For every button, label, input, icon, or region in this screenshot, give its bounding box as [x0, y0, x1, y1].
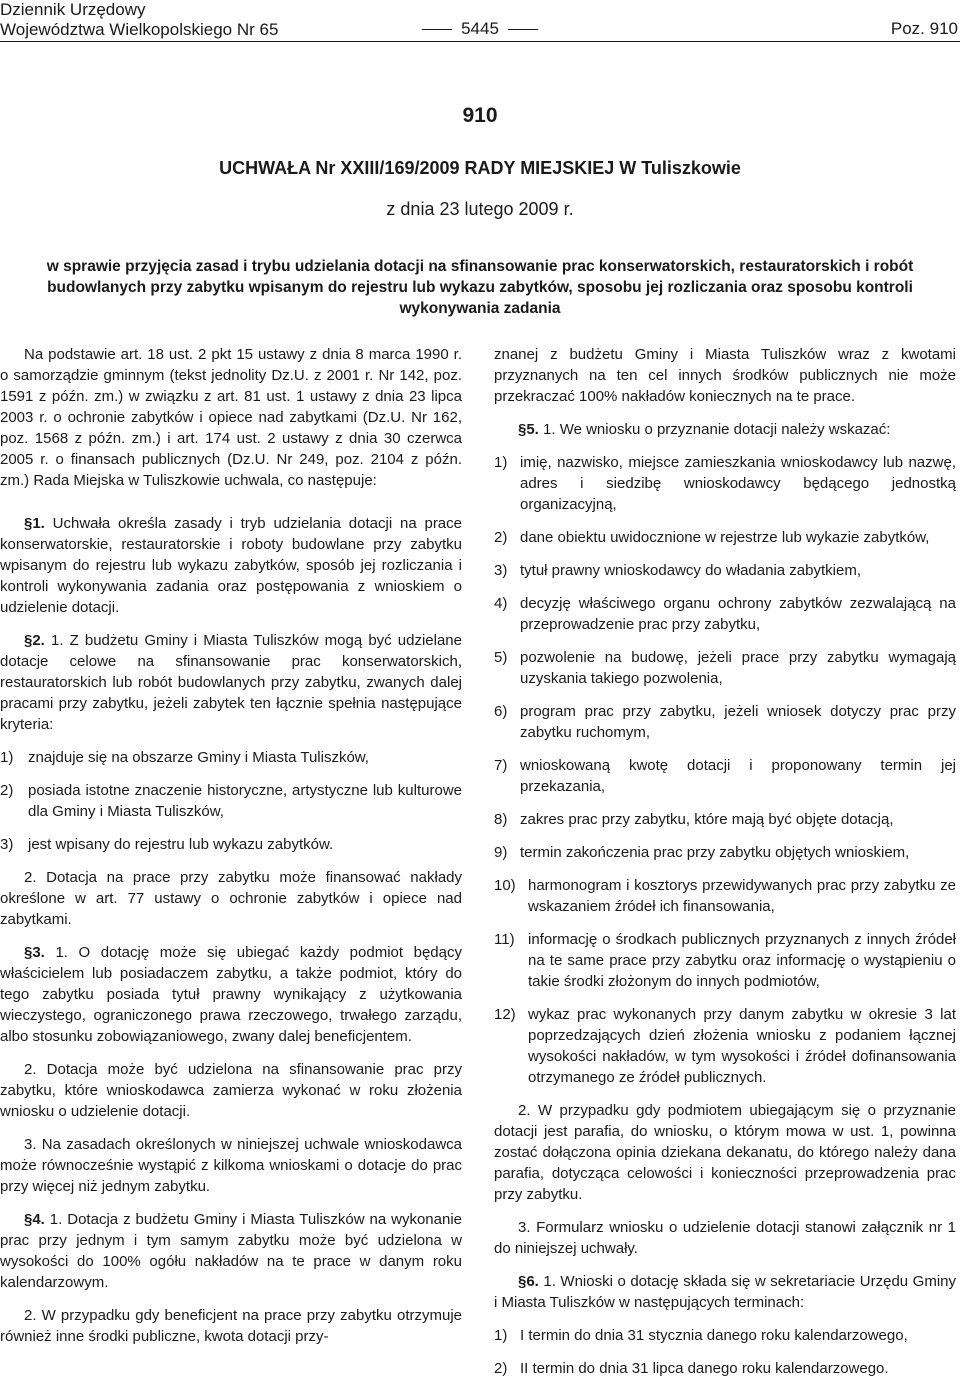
list-item-text: posiada istotne znaczenie historyczne, artystyczne lub kulturowe dla Gminy i Miasta Tuliszków, [28, 782, 462, 820]
list-item-text: imię, nazwisko, miejsce zamieszkania wnioskodawcy lub nazwę, adres i siedzibę wnioskodawcy będącego jednostką organizacyjną, [520, 454, 956, 513]
list-item-number: 5) [494, 649, 508, 666]
right-column [494, 344, 956, 1391]
list-item-number: 7) [494, 757, 508, 774]
list-item-number: 2) [0, 782, 14, 799]
list-item-text: program prac przy zabytku, jeżeli wniosek dotyczy prac przy zabytku ruchomym, [520, 703, 956, 741]
section-3-paragraph-2: 2. Dotacja może być udzielona na sfinansowanie prac przy zabytku, które wnioskodawca zamierza wykonać w roku złożenia wniosku o udzielenie dotacji. [0, 1061, 462, 1120]
section-2-paragraph-2: 2. Dotacja na prace przy zabytku może finansować nakłady określone w art. 77 ustawy o ochronie zabytków i opiece nad zabytkami. [0, 869, 462, 928]
list-item [494, 452, 956, 515]
section-2-label: §2. [24, 632, 45, 649]
list-item [494, 755, 956, 797]
list-item-text: zakres prac przy zabytku, które mają być objęte dotacją, [520, 811, 894, 828]
list-item-number: 3) [494, 562, 508, 579]
section-3-paragraph-3: 3. Na zasadach określonych w niniejszej uchwale wnioskodawca może równocześnie wystąpić z kilkoma wnioskami o dotacje do prac przy więcej niż jednym zabytku. [0, 1136, 462, 1195]
list-item [494, 1325, 956, 1346]
list-item [494, 1358, 956, 1379]
list-item-number: 1) [494, 454, 508, 471]
section-1-text: Uchwała określa zasady i tryb udzielania dotacji na prace konserwatorskie, restauratorskie i roboty budowlane przy zabytku wpisanym do rejestru lub wykazu zabytków, sposób jej rozliczania i kontroli wykonywania zadania oraz postępowania z wnioskiem o udzielenie dotacji. [0, 515, 462, 616]
list-item-number: 6) [494, 703, 508, 720]
list-item [494, 809, 956, 830]
list-item-number: 12) [494, 1006, 516, 1023]
section-5-paragraph-3: 3. Formularz wniosku o udzielenie dotacji stanowi załącznik nr 1 do niniejszej uchwały. [494, 1219, 956, 1257]
list-item [494, 527, 956, 548]
section-1 [0, 513, 462, 618]
list-item [494, 842, 956, 863]
list-item-number: 10) [494, 877, 516, 894]
section-6-text: 1. Wnioski o dotację składa się w sekretariacie Urzędu Gminy i Miasta Tuliszków w następujących terminach: [494, 1273, 956, 1311]
list-item-number: 2) [494, 1360, 508, 1377]
list-item-text: termin zakończenia prac przy zabytku objętych wnioskiem, [520, 844, 910, 861]
list-item-number: 4) [494, 595, 508, 612]
list-item [494, 647, 956, 689]
list-item-text: I termin do dnia 31 stycznia danego roku kalendarzowego, [520, 1327, 908, 1344]
section-4-label: §4. [24, 1211, 45, 1228]
dash-right [508, 29, 538, 30]
list-item-text: wnioskowaną kwotę dotacji i proponowany termin jej przekazania, [520, 757, 956, 795]
list-item-text: informację o środkach publicznych przyznanych z innych źródeł na te same prace przy zabytku oraz informację o wystąpieniu o takie środki złożonym do innych podmiotów, [528, 931, 956, 990]
list-item-text: tytuł prawny wnioskodawcy do władania zabytkiem, [520, 562, 861, 579]
section-1-label: §1. [24, 515, 45, 532]
resolution-title: UCHWAŁA Nr XXIII/169/2009 RADY MIEJSKIEJ W Tuliszkowie [219, 158, 741, 178]
section-5-list [494, 452, 956, 1088]
list-item-number: 2) [494, 529, 508, 546]
list-item-number: 8) [494, 811, 508, 828]
list-item [494, 1004, 956, 1088]
list-item-text: wykaz prac wykonanych przy danym zabytku w okresie 3 lat poprzedzających dzień złożenia wniosku z podaniem łącznej wysokości nakładów, w tym wysokości i źródeł dofinansowania otrzymanego ze źródeł publicznych. [528, 1006, 956, 1086]
item-number: 910 [462, 104, 498, 127]
continuation-text: znanej z budżetu Gminy i Miasta Tuliszków wraz z kwotami przyznanych na ten cel innych środków publicznych nie może przekraczać 100% nakładów koniecznych na te prace. [494, 346, 956, 405]
list-item [494, 701, 956, 743]
list-item-text: harmonogram i kosztorys przewidywanych prac przy zabytku ze wskazaniem źródeł ich finansowania, [528, 877, 956, 915]
section-3-label: §3. [24, 944, 45, 961]
header-rule [0, 41, 960, 42]
section-5-paragraph-2: 2. W przypadku gdy podmiotem ubiegającym się o przyznanie dotacji jest parafia, do wniosku, o którym mowa w ust. 1, powinna zostać dołączona opinia dziekana dekanatu, do którego należy dana parafia, dotycząca celowości i konieczności przeprowadzenia prac przy zabytku. [494, 1102, 956, 1203]
list-item [0, 780, 462, 822]
list-item-number: 9) [494, 844, 508, 861]
section-6 [494, 1271, 956, 1313]
section-4-paragraph-2: 2. W przypadku gdy beneficjent na prace przy zabytku otrzymuje również inne środki publiczne, kwota dotacji przy- [0, 1307, 462, 1345]
section-2-list [0, 747, 462, 855]
section-3 [0, 942, 462, 1047]
page-number [0, 19, 960, 39]
dash-left [422, 29, 452, 30]
preamble: Na podstawie art. 18 ust. 2 pkt 15 ustawy z dnia 8 marca 1990 r. o samorządzie gminnym (tekst jednolity Dz.U. z 2001 r. Nr 142, poz. 1591 z późn. zm.) w związku z art. 81 ust. 1 ustawy z dnia 23 lipca 2003 r. o ochronie zabytków i opiece nad zabytkami (Dz.U. Nr 162, poz. 1568 z późn. zm.) i art. 174 ust. 2 ustawy z dnia 30 czerwca 2005 r. o finansach publicznych (Dz.U. Nr 249, poz. 2104 z późn. zm.) Rada Miejska w Tuliszkowie uchwala, co następuje: [0, 346, 462, 489]
section-6-list [494, 1325, 956, 1379]
list-item-text: dane obiektu uwidocznione w rejestrze lub wykazie zabytków, [520, 529, 930, 546]
list-item-text: pozwolenie na budowę, jeżeli prace przy zabytku wymagają uzyskania takiego pozwolenia, [520, 649, 956, 687]
list-item [494, 929, 956, 992]
resolution-subject: w sprawie przyjęcia zasad i trybu udzielania dotacji na sfinansowanie prac konserwatorskich, restauratorskich i robót budowlanych przy zabytku wpisanym do rejestru lub wykazu zabytków, sposobu jej rozliczania oraz sposobu kontroli wykonywania zadania [46, 258, 914, 317]
resolution-date: z dnia 23 lutego 2009 r. [386, 199, 574, 219]
section-2 [0, 630, 462, 735]
section-6-label: §6. [518, 1273, 539, 1290]
section-3-text: 1. O dotację może się ubiegać każdy podmiot będący właścicielem lub posiadaczem zabytku, a także podmiot, który do tego zabytku posiada tytuł prawny wynikający z użytkowania wieczystego, ograniczonego prawa rzeczowego, trwałego zarządu, albo stosunku zobowiązaniowego, zwany dalej beneficjentem. [0, 944, 462, 1045]
list-item-text: znajduje się na obszarze Gminy i Miasta Tuliszków, [28, 749, 369, 766]
section-5 [494, 419, 956, 440]
section-5-label: §5. [518, 421, 539, 438]
list-item [0, 747, 462, 768]
journal-line-1: Dziennik Urzędowy [0, 0, 146, 19]
journal-line-2: Województwa Wielkopolskiego Nr 65 [0, 20, 279, 39]
list-item-text: jest wpisany do rejestru lub wykazu zabytków. [28, 836, 334, 853]
list-item-text: II termin do dnia 31 lipca danego roku kalendarzowego. [520, 1360, 889, 1377]
section-5-text: 1. We wniosku o przyznanie dotacji należy wskazać: [538, 421, 891, 438]
position-label: Poz. 910 [890, 19, 958, 38]
page-header [0, 0, 960, 42]
page-number-text: 5445 [461, 19, 499, 38]
list-item [494, 593, 956, 635]
section-2-text: 1. Z budżetu Gminy i Miasta Tuliszków mogą być udzielane dotacje celowe na sfinansowanie prac konserwatorskich, restauratorskich lub robót budowlanych przy zabytku, zwanych dalej pracami przy zabytku, jeżeli zabytek ten łącznie spełnia następujące kryteria: [0, 632, 462, 733]
section-4 [0, 1209, 462, 1293]
list-item-number: 1) [0, 749, 14, 766]
list-item [494, 875, 956, 917]
list-item-text: decyzję właściwego organu ochrony zabytków zezwalającą na przeprowadzenie prac przy zabytku, [520, 595, 956, 633]
left-column [0, 344, 462, 1359]
list-item-number: 11) [494, 931, 515, 948]
list-item-number: 3) [0, 836, 14, 853]
list-item-number: 1) [494, 1327, 508, 1344]
list-item [494, 560, 956, 581]
list-item [0, 834, 462, 855]
section-4-text: 1. Dotacja z budżetu Gminy i Miasta Tuliszków na wykonanie prac przy jednym i tym samym zabytku może być udzielona w wysokości do 100% ogółu nakładów na te prace w danym roku kalendarzowym. [0, 1211, 462, 1291]
